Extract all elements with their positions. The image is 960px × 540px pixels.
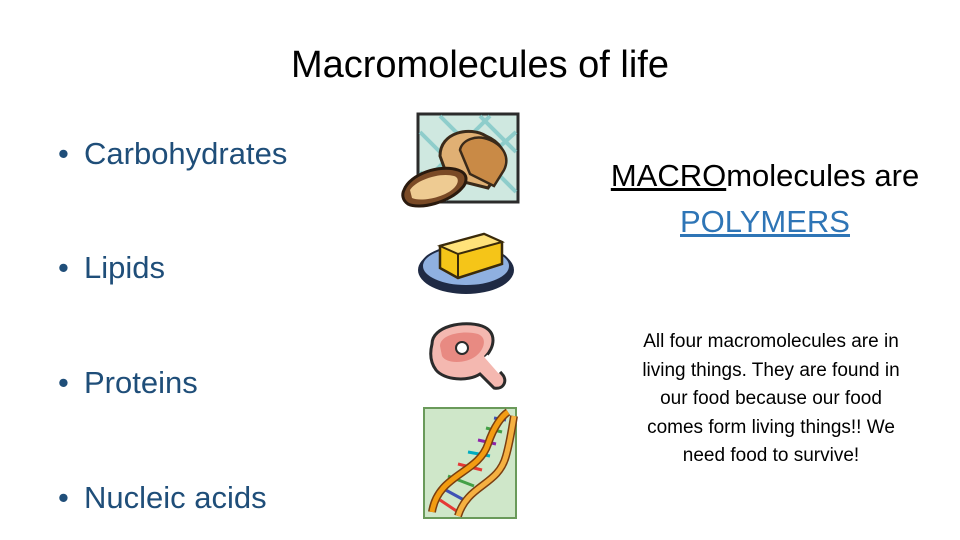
bullet-label: Proteins [84,365,198,400]
bullet-item-carbohydrates [58,136,287,172]
polymers-heading [580,153,950,245]
butter-icon [414,224,518,298]
bullet-label: Lipids [84,250,165,285]
meat-icon [424,318,514,394]
bullet-dot: • [58,365,69,400]
explanation-paragraph: All four macromolecules are in living things. They are found in our food because our food comes form living things!! We need food to survive! [642,331,900,466]
bullet-label: Carbohydrates [84,136,288,171]
bullet-item-nucleic-acids [58,480,267,516]
bullet-label: Nucleic acids [84,480,267,515]
bullet-dot: • [58,250,69,285]
dna-icon [418,404,522,522]
bullet-dot: • [58,480,69,515]
bullet-dot: • [58,136,69,171]
slide-title: Macromolecules of life [290,44,670,86]
bullet-item-lipids [58,250,165,286]
macro-word: MACRO [610,158,727,193]
bread-icon [400,112,522,212]
bullet-item-proteins [58,365,198,401]
polymers-link[interactable]: POLYMERS [680,204,850,239]
molecules-are-text: molecules are [726,158,920,193]
